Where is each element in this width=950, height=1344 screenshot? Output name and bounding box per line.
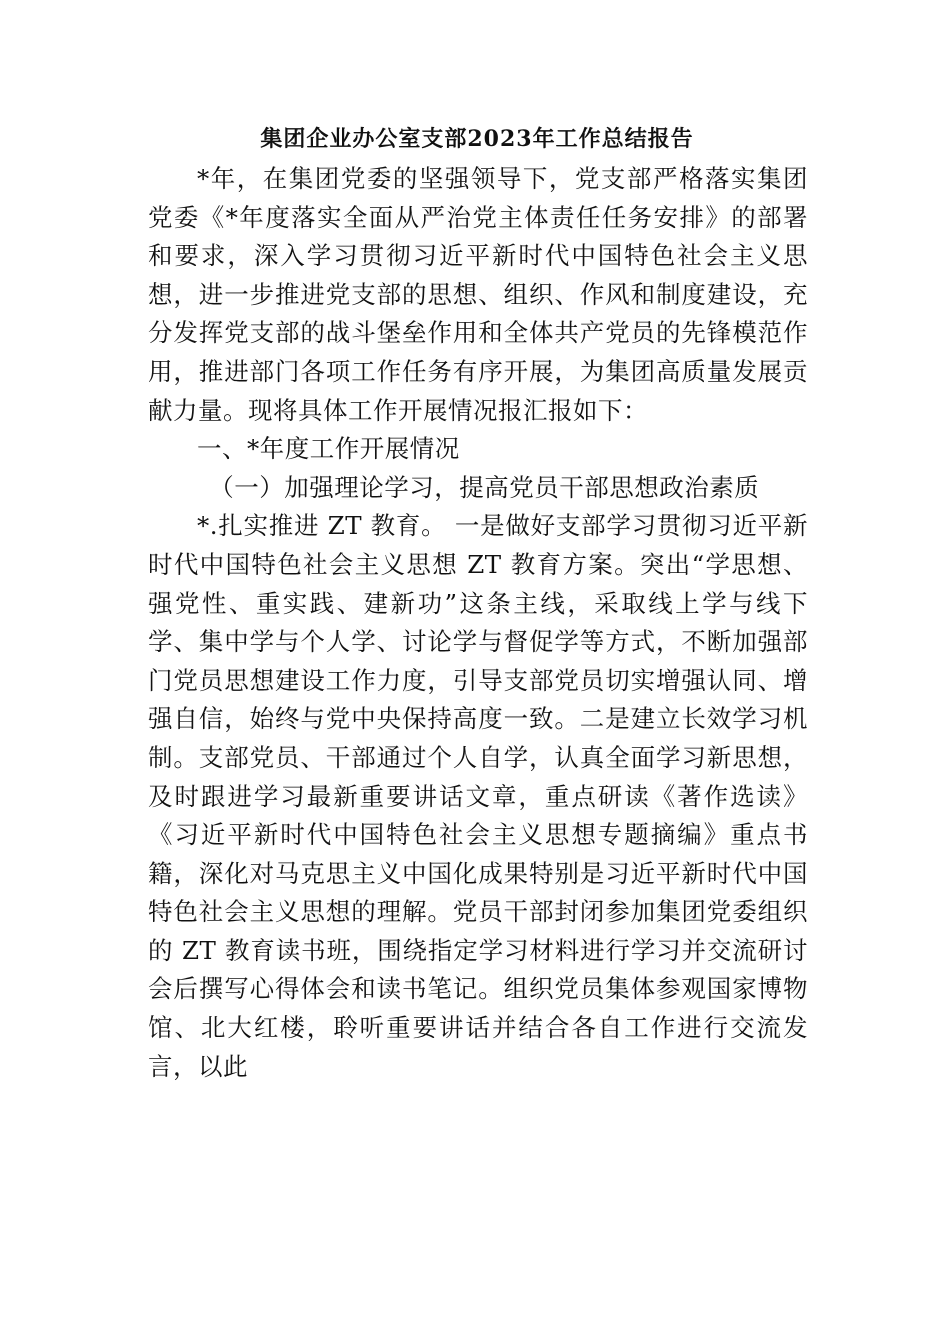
document-title: 集团企业办公室支部2023年工作总结报告 [260,126,694,152]
section-heading: 一、*年度工作开展情况 [197,434,460,464]
document-body [148,160,808,1086]
body-paragraph: *.扎实推进 ZT 教育。 一是做好支部学习贯彻习近平新时代中国特色社会主义思想 ZT 教育方案。突出“学思想、强党性、重实践、建新功”这条主线，采取线上学与线下学、集中学与个人学、讨论学与督促学等方式，不断加强部门党员思想建设工作力度，引导支部党员切实增强认同、增强自信，始终与党中央保持高度一致。二是建立长效学习机制。支部党员、干部通过个人自学，认真全面学习新思想，及时跟进学习最新重要讲话文章，重点研读《著作选读》《习近平新时代中国特色社会主义思想专题摘编》重点书籍，深化对马克思主义中国化成果特别是习近平新时代中国特色社会主义思想的理解。党员干部封闭参加集团党委组织的 ZT 教育读书班，围绕指定学习材料进行学习并交流研讨会后撰写心得体会和读书笔记。组织党员集体参观国家博物馆、北大红楼，聆听重要讲话并结合各自工作进行交流发言，以此 [148,511,808,1081]
subsection-heading: （一）加强理论学习，提高党员干部思想政治素质 [209,472,760,502]
intro-paragraph: *年，在集团党委的坚强领导下，党支部严格落实集团党委《*年度落实全面从严治党主体责任任务安排》的部署和要求，深入学习贯彻习近平新时代中国特色社会主义思想，进一步推进党支部的思想、组织、作风和制度建设，充分发挥党支部的战斗堡垒作用和全体共产党员的先锋模范作用，推进部门各项工作任务有序开展，为集团高质量发展贡献力量。现将具体工作开展情况报汇报如下： [148,164,808,425]
